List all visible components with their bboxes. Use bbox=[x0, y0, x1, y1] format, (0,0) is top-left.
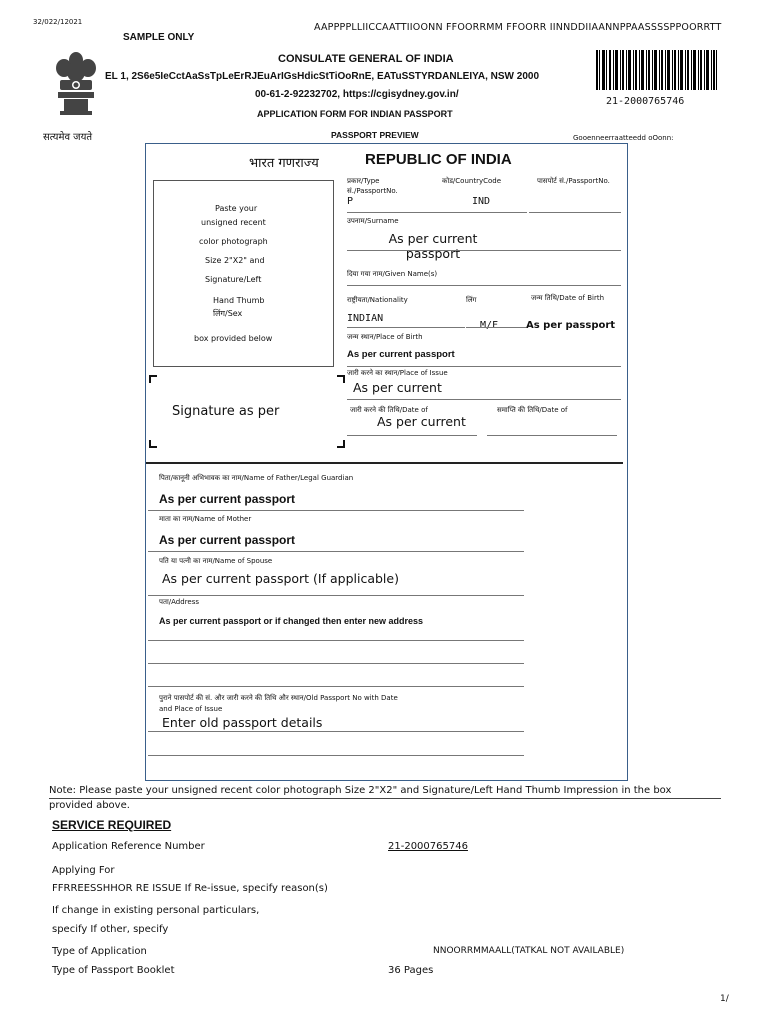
nationality-value: INDIAN bbox=[347, 313, 384, 324]
poi-label: जारी करने का स्थान/Place of Issue bbox=[347, 369, 448, 377]
photo-text-5: Hand Thumb bbox=[213, 296, 265, 305]
old-passport-label-1: पुराने पासपोर्ट की सं. और जारी करने की तिथि और स्थान/Old Passport No with Date bbox=[159, 694, 398, 702]
republic-title: REPUBLIC OF INDIA bbox=[365, 151, 512, 168]
poi-value: As per current bbox=[353, 380, 442, 395]
mother-label: माता का नाम/Name of Mother bbox=[159, 515, 252, 523]
form-title-right: AAPPPPLLIICCAATTIIOONN FFOORRMM FFOORR IINNDDIIAANNPPAASSSSPPOORRTT bbox=[314, 22, 722, 33]
crop-mark-br bbox=[337, 440, 345, 448]
change-label: If change in existing personal particulars, bbox=[52, 905, 260, 916]
booklet-label: Type of Passport Booklet bbox=[52, 965, 175, 976]
spouse-value: As per current passport (If applicable) bbox=[162, 571, 399, 586]
barcode bbox=[596, 50, 717, 90]
other-label: specify If other, specify bbox=[52, 924, 169, 935]
applying-value: FFRREESSHHOR RE ISSUE If Re-issue, specify reason(s) bbox=[52, 883, 328, 894]
consulate-title: CONSULATE GENERAL OF INDIA bbox=[278, 53, 454, 65]
emblem-caption: सत्यमेव जयते bbox=[43, 132, 93, 143]
sex-mark: लिंग bbox=[466, 296, 477, 304]
father-value: As per current passport bbox=[159, 492, 296, 506]
photo-text-1: unsigned recent bbox=[201, 218, 266, 227]
barcode-number: 21-2000765746 bbox=[606, 96, 685, 107]
type-value: P bbox=[347, 196, 354, 207]
pob-value: As per current passport bbox=[347, 349, 455, 360]
photo-text-8: box provided below bbox=[194, 334, 273, 343]
surname-label: उपनाम/Surname bbox=[347, 217, 399, 225]
booklet-value: 36 Pages bbox=[388, 965, 434, 976]
doi-value: As per current bbox=[377, 414, 466, 429]
crop-mark-tl bbox=[149, 375, 157, 383]
crop-mark-bl bbox=[149, 440, 157, 448]
mother-value: As per current passport bbox=[159, 533, 296, 547]
passport-no-label-2: सं./PassportNo. bbox=[347, 187, 398, 195]
doi-label: जारी करने की तिथि/Date of bbox=[350, 406, 428, 414]
hindi-title: भारत गणराज्य bbox=[249, 156, 319, 171]
page-number: 1/ bbox=[720, 994, 729, 1004]
type-label: प्रकार/Type bbox=[347, 177, 380, 185]
consulate-contact: 00-61-2-92232702, https://cgisydney.gov.in/ bbox=[255, 89, 459, 100]
nationality-label: राष्ट्रीयता/Nationality bbox=[347, 296, 408, 304]
dob-value: As per passport bbox=[526, 320, 616, 331]
spouse-label: पति या पत्नी का नाम/Name of Spouse bbox=[159, 557, 273, 565]
service-heading: SERVICE REQUIRED bbox=[52, 818, 172, 832]
ref-value: 21-2000765746 bbox=[388, 841, 468, 852]
country-code-value: IND bbox=[472, 196, 491, 207]
signature-placeholder: Signature as per bbox=[172, 404, 280, 419]
crop-mark-tr bbox=[337, 375, 345, 383]
old-passport-label-2: and Place of Issue bbox=[159, 705, 223, 713]
preview-label: PASSPORT PREVIEW bbox=[331, 130, 419, 140]
app-type-value: NNOORRMMAALL(TATKAL NOT AVAILABLE) bbox=[433, 946, 625, 956]
father-label: पिता/कानूनी अभिभावक का नाम/Name of Father/Legal Guardian bbox=[159, 474, 354, 482]
address-label: पता/Address bbox=[159, 598, 200, 606]
photo-text-4: Signature/Left bbox=[205, 275, 262, 284]
photo-text-3: Size 2"X2" and bbox=[205, 256, 265, 265]
note-line-2: provided above. bbox=[49, 800, 130, 811]
old-passport-value: Enter old passport details bbox=[162, 715, 323, 730]
note-line-1: Note: Please paste your unsigned recent color photograph Size 2"X2" and Signature/Left Hand Thumb Impression in the box bbox=[49, 785, 672, 796]
photo-text-6: लिंग/Sex bbox=[213, 309, 243, 318]
surname-value: As per current passport bbox=[388, 231, 478, 261]
sample-label: SAMPLE ONLY bbox=[123, 32, 195, 43]
expiry-label: समाप्ति की तिथि/Date of bbox=[497, 406, 568, 414]
photo-instructions bbox=[153, 204, 332, 354]
section-divider bbox=[146, 462, 623, 464]
dob-label: जन्म तिथि/Date of Birth bbox=[531, 294, 605, 302]
sex-value: M/F bbox=[480, 320, 499, 331]
photo-text-2: color photograph bbox=[199, 237, 268, 246]
national-emblem bbox=[48, 46, 104, 126]
generated-on-label: Gooenneerraatteedd oOonn: bbox=[573, 134, 674, 142]
passport-no-label: पासपोर्ट सं./PassportNo. bbox=[537, 177, 610, 185]
address-value: As per current passport or if changed then enter new address bbox=[159, 616, 424, 626]
pob-label: जन्म स्थान/Place of Birth bbox=[347, 333, 423, 341]
given-name-label: दिया गया नाम/Given Name(s) bbox=[347, 270, 438, 278]
date-code: 32/022/12021 bbox=[33, 18, 83, 26]
app-type-label: Type of Application bbox=[52, 946, 147, 957]
photo-text-0: Paste your bbox=[215, 204, 258, 213]
ref-label: Application Reference Number bbox=[52, 841, 205, 852]
country-code-label: कोड/CountryCode bbox=[442, 177, 502, 185]
form-title: APPLICATION FORM FOR INDIAN PASSPORT bbox=[257, 109, 453, 119]
applying-label: Applying For bbox=[52, 865, 115, 876]
consulate-address: EL 1, 2S6e5IeCctAaSsTpLeErRJEuArIGsHdicStTiOoRnE, EATuSSTYRDANLEIYA, NSW 2000 bbox=[105, 71, 540, 82]
